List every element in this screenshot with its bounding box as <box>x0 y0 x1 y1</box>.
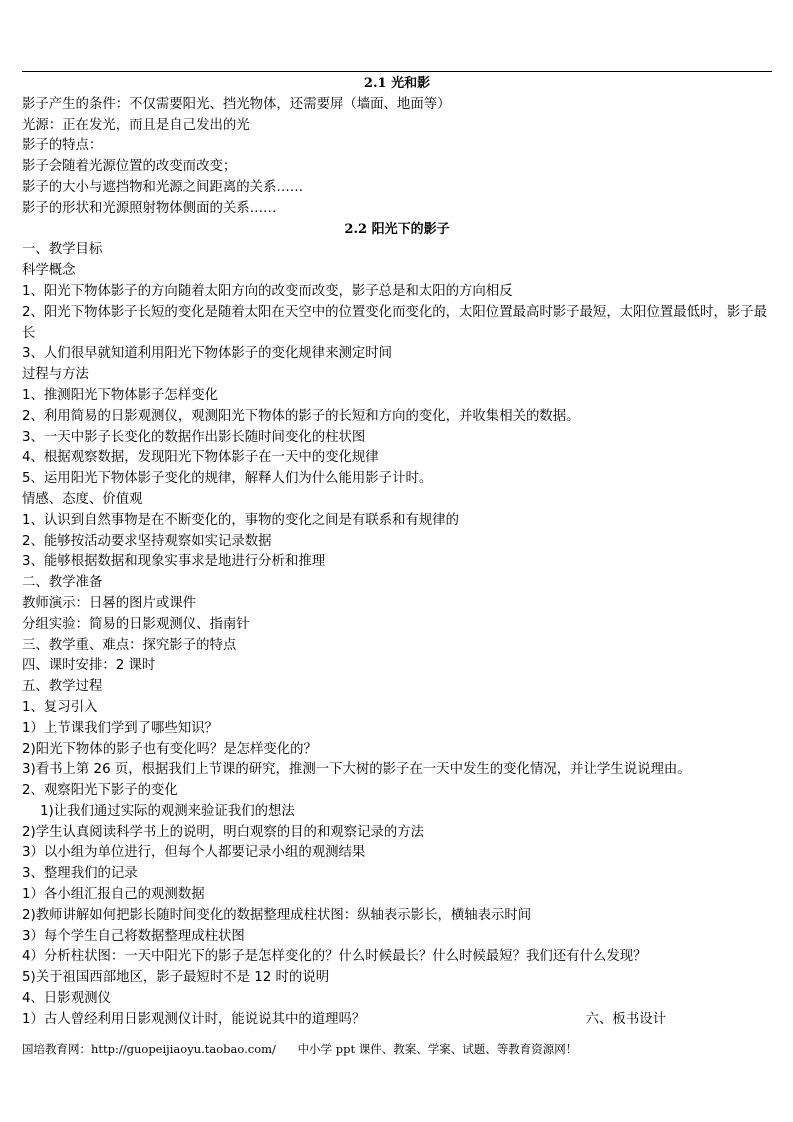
text-line: 2、阳光下物体影子长短的变化是随着太阳在天空中的位置变化而变化的，太阳位置最高时影子最短，太阳位置最低时，影子最长 <box>22 304 767 341</box>
text-line: 1、推测阳光下物体影子怎样变化 <box>22 387 218 403</box>
heading-schedule: 四、课时安排：2 课时 <box>22 658 156 674</box>
text-line: 影子产生的条件：不仅需要阳光、挡光物体，还需要屏（墙面、地面等） <box>22 96 451 112</box>
text-line: 5)关于祖国西部地区，影子最短时不是 12 时的说明 <box>22 970 330 986</box>
text-line: 3、人们很早就知道利用阳光下物体影子的变化规律来测定时间 <box>22 346 393 362</box>
heading-key-points: 三、教学重、难点：探究影子的特点 <box>22 637 237 653</box>
text-line: 光源：正在发光，而且是自己发出的光 <box>22 117 250 133</box>
text-line: 3、整理我们的记录 <box>22 866 138 882</box>
text-line: 1、阳光下物体影子的方向随着太阳方向的改变而改变，影子总是和太阳的方向相反 <box>22 283 513 299</box>
text-line: 影子的特点： <box>22 138 103 154</box>
text-line: 影子的形状和光源照射物体侧面的关系…… <box>22 200 277 216</box>
text-line: 分组实验：简易的日影观测仪、指南针 <box>22 616 250 632</box>
text-line: 4、根据观察数据，发现阳光下物体影子在一天中的变化规律 <box>22 450 379 466</box>
text-line: 教师演示：日晷的图片或课件 <box>22 595 197 611</box>
text-line: 2、观察阳光下影子的变化 <box>22 783 178 799</box>
text-line: 1）上节课我们学到了哪些知识？ <box>22 720 218 736</box>
text-line: 影子会随着光源位置的改变而改变； <box>22 159 237 175</box>
text-line: 4）分析柱状图：一天中阳光下的影子是怎样变化的？什么时候最长？什么时候最短？我们还有什么发现？ <box>22 949 647 965</box>
text-line: 3）以小组为单位进行，但每个人都要记录小组的观测结果 <box>22 845 366 861</box>
heading-preparation: 二、教学准备 <box>22 575 103 591</box>
text-line: 2、能够按活动要求坚持观察如实记录数据 <box>22 533 272 549</box>
heading-process: 五、教学过程 <box>22 679 103 695</box>
text-line: 4、日影观测仪 <box>22 991 111 1007</box>
text-line: 2)学生认真阅读科学书上的说明，明白观察的目的和观察记录的方法 <box>22 824 425 840</box>
board-design-heading: 六、板书设计 <box>585 1011 666 1027</box>
text-line: 3)看书上第 26 页，根据我们上节课的研究，推测一下大树的影子在一天中发生的变化情况，并让学生说说理由。 <box>22 762 691 778</box>
text-line: 5、运用阳光下物体影子变化的规律，解释人们为什么能用影子计时。 <box>22 471 433 487</box>
text-line: 1)让我们通过实际的观测来验证我们的想法 <box>40 803 295 819</box>
footer-slogan: 中小学 ppt 课件、教案、学案、试题、等教育资源网！ <box>297 1042 578 1056</box>
section-title-shadow-in-sunlight: 2.2 阳光下的影子 <box>344 221 450 237</box>
text-line: 1）古人曾经利用日影观测仪计时，能说说其中的道理吗？ <box>22 1011 366 1027</box>
subheading: 情感、态度、价值观 <box>22 491 143 507</box>
text-line-with-note <box>22 1010 772 1031</box>
text-line: 2)教师讲解如何把影长随时间变化的数据整理成柱状图：纵轴表示影长，横轴表示时间 <box>22 907 532 923</box>
top-rule <box>22 71 772 72</box>
subheading: 科学概念 <box>22 263 76 279</box>
subheading: 过程与方法 <box>22 367 89 383</box>
text-line: 影子的大小与遮挡物和光源之间距离的关系…… <box>22 179 304 195</box>
text-line: 2)阳光下物体的影子也有变化吗？是怎样变化的？ <box>22 741 317 757</box>
heading-objectives: 一、教学目标 <box>22 242 103 258</box>
text-line: 1、复习引入 <box>22 699 98 715</box>
text-line: 3、能够根据数据和现象实事求是地进行分析和推理 <box>22 554 326 570</box>
section-title-light-and-shadow: 2.1 光和影 <box>363 76 431 91</box>
text-line: 3）每个学生自己将数据整理成柱状图 <box>22 928 245 944</box>
text-line: 1、认识到自然事物是在不断变化的，事物的变化之间是有联系和有规律的 <box>22 512 460 528</box>
text-line: 2、利用简易的日影观测仪，观测阳光下物体的影子的长短和方向的变化，并收集相关的数据。 <box>22 408 580 424</box>
page-footer <box>22 1041 577 1057</box>
text-line: 3、一天中影子长变化的数据作出影长随时间变化的柱状图 <box>22 429 366 445</box>
document-body <box>22 74 772 1031</box>
text-line: 1）各小组汇报自己的观测数据 <box>22 887 205 903</box>
footer-site: 国培教育网：http://guopeijiaoyu.taobao.com/ <box>22 1042 276 1056</box>
